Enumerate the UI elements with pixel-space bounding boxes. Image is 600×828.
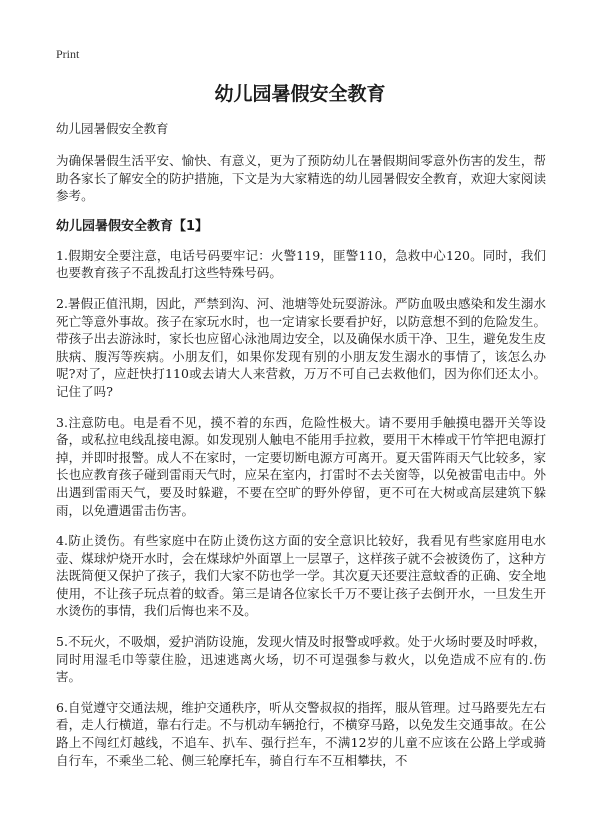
page-title: 幼儿园暑假安全教育: [214, 83, 386, 105]
section-heading: 幼儿园暑假安全教育【1】: [56, 218, 209, 234]
article-subtitle: 幼儿园暑假安全教育: [56, 121, 169, 136]
intro-paragraph: 为确保暑假生活平安、愉快、有意义，更为了预防幼儿在暑假期间零意外伤害的发生，帮助各家长了解安全的防护措施，下文是为大家精选的幼儿园暑假安全教育，欢迎大家阅读参考。: [56, 153, 546, 204]
paragraph-4: 4.防止烫伤。有些家庭中在防止烫伤这方面的安全意识比较好，我看见有些家庭用电水壶、煤球炉烧开水时，会在煤球炉外面罩上一层罩子，这样孩子就不会被烫伤了，这种方法既简便又保护了孩子，我们大家不防也学一学。其次夏天还要注意蚊香的正确、安全地使用，不让孩子玩点着的蚊香。第三是请各位家长千万不要让孩子去倒开水，一旦发生开水烫伤的事情，我们后悔也来不及。: [56, 533, 546, 619]
paragraph-5: 5.不玩火，不吸烟，爱护消防设施，发现火情及时报警或呼救。处于火场时要及时呼救，同时用湿毛巾等蒙住脸，迅速逃离火场，切不可逞强参与救火，以免造成不应有的.伤害。: [56, 634, 546, 685]
article-body: [56, 120, 546, 782]
paragraph-1: 1.假期安全要注意，电话号码要牢记：火警119，匪警110，急救中心120。同时，我们也要教育孩子不乱拨乱打这些特殊号码。: [56, 247, 546, 281]
print-link[interactable]: Print: [56, 47, 80, 61]
paragraph-6: 6.自觉遵守交通法规，维护交通秩序，听从交警叔叔的指挥，服从管理。过马路要先左右看，走人行横道，靠右行走。不与机动车辆抢行，不横穿马路，以免发生交通事故。在公路上不闯红灯越线，不追车、扒车、强行拦车，不满12岁的儿童不应该在公路上学或骑自行车，不乘坐二轮、侧三轮摩托车，骑自行车不互相攀扶，不: [56, 699, 546, 768]
paragraph-2: 2.暑假正值汛期，因此，严禁到沟、河、池塘等处玩耍游泳。严防血吸虫感染和发生溺水死亡等意外事故。孩子在家玩水时，也一定请家长要看护好，以防意想不到的危险发生。带孩子出去游泳时，家长也应留心泳池周边安全，以及确保水质干净、卫生，避免发生皮肤病、腹泻等疾病。小朋友们，如果你发现有别的小朋友发生溺水的事情了，该怎么办呢?对了，应赶快打110或去请大人来营救，万万不可自己去救他们，因为你们还太小。记住了吗?: [56, 295, 546, 399]
paragraph-3: 3.注意防电。电是看不见，摸不着的东西，危险性极大。请不要用手触摸电器开关等设备，或私拉电线乱接电源。如发现别人触电不能用手拉救，要用干木棒或干竹竿把电源打掉，并即时报警。成人不在家时，一定要切断电源方可离开。夏天雷阵雨天气比较多，家长也应教育孩子碰到雷雨天气时，应呆在室内，打雷时不去关窗等，以免被雷电击中。外出遇到雷雨天气，要及时躲避，不要在空旷的野外停留，更不可在大树或高层建筑下躲雨，以免遭遇雷击伤害。: [56, 414, 546, 518]
